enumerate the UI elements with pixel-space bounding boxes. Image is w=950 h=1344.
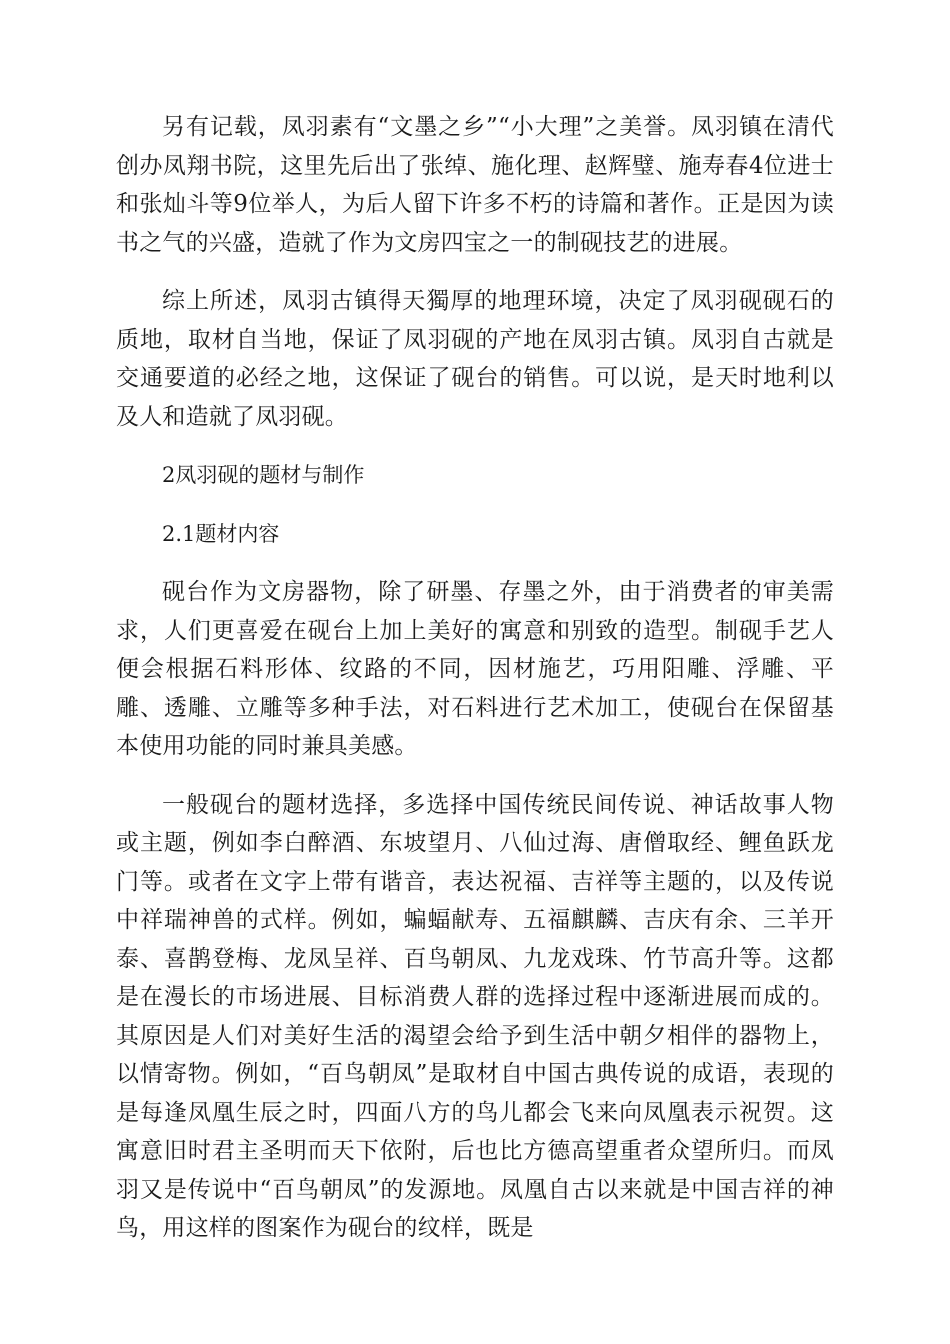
subsection-heading: 2.1题材内容 [162, 521, 280, 546]
paragraph-inkstone-function: 砚台作为文房器物，除了研墨、存墨之外，由于消费者的审美需求，人们更喜爱在砚台上加上美好的寓意和别致的造型。制砚手艺人便会根据石料形体、纹路的不同，因材施艺，巧用阳雕、浮雕、平雕、透雕、立雕等多种手法，对石料进行艺术加工，使砚台在保留基本使用功能的同时兼具美感。 [116, 579, 834, 759]
paragraph-scholarly-tradition: 另有记载，凤羽素有“文墨之乡”“小大理”之美誉。凤羽镇在清代创办凤翔书院，这里先后出了张绰、施化理、赵辉璧、施寿春4位进士和张灿斗等9位举人，为后人留下许多不朽的诗篇和著作。正是因为读书之气的兴盛，造就了作为文房四宝之一的制砚技艺的进展。 [116, 114, 834, 256]
section-heading: 2凤羽砚的题材与制作 [162, 463, 365, 487]
paragraph-summary: 综上所述，凤羽古镇得天獨厚的地理环境，决定了凤羽砚砚石的质地，取材自当地，保证了凤羽砚的产地在凤羽古镇。凤羽自古就是交通要道的必经之地，这保证了砚台的销售。可以说，是天时地利以及人和造就了凤羽砚。 [116, 288, 834, 430]
document-page [116, 108, 834, 1268]
paragraph-subject-matter: 一般砚台的题材选择，多选择中国传统民间传说、神话故事人物或主题，例如李白醉酒、东坡望月、八仙过海、唐僧取经、鲤鱼跃龙门等。或者在文字上带有谐音，表达祝福、吉祥等主题的，以及传说中祥瑞神兽的式样。例如，蝙蝠献寿、五福麒麟、吉庆有余、三羊开泰、喜鹊登梅、龙凤呈祥、百鸟朝凤、九龙戏珠、竹节高升等。这都是在漫长的市场进展、目标消费人群的选择过程中逐渐进展而成的。其原因是人们对美好生活的渴望会给予到生活中朝夕相伴的器物上，以情寄物。例如，“百鸟朝凤”是取材自中国古典传说的成语，表现的是每逢凤凰生辰之时，四面八方的鸟儿都会飞来向凤凰表示祝贺。这寓意旧时君主圣明而天下依附，后也比方德高望重者众望所归。而凤羽又是传说中“百鸟朝凤”的发源地。凤凰自古以来就是中国吉祥的神鸟，用这样的图案作为砚台的纹样，既是 [116, 791, 834, 1241]
